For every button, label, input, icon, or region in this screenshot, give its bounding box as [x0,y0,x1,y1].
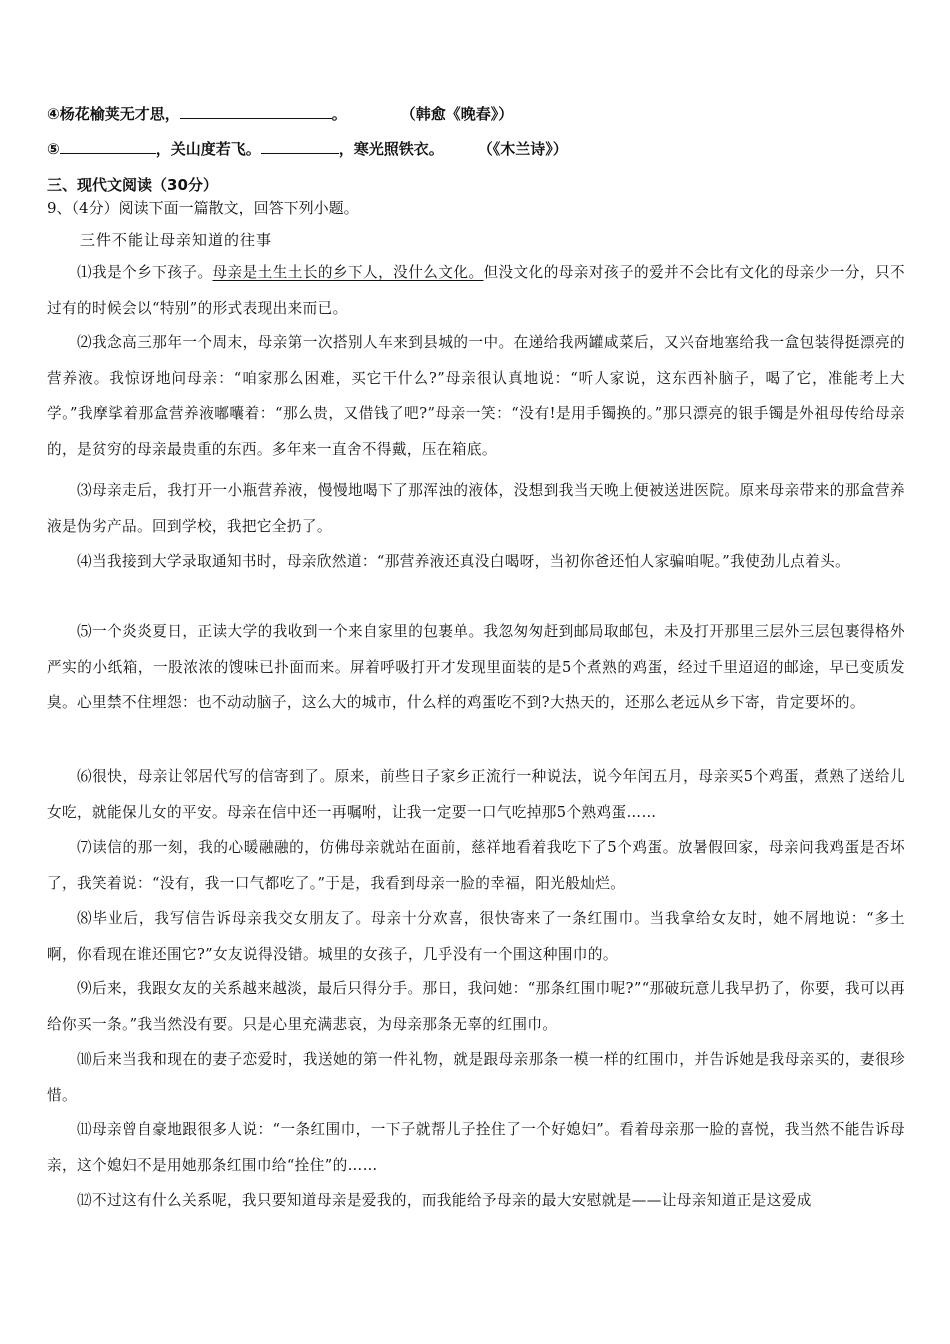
essay-title: 三件不能让母亲知道的往事 [80,231,273,249]
p1-post: 但没文化的母亲对孩子的爱并不会比有文化的母亲少一分，只不过有的时候会以“特别”的形式表现出来而已。 [47,264,905,317]
essay-paragraph-8: ⑻毕业后，我写信告诉母亲我交女朋友了。母亲十分欢喜，很快寄来了一条红围巾。当我拿给女友时，她不屑地说：“多土啊，你看现在谁还围它?”女友说得没错。城里的女孩子，几乎没有一个围这种围巾的。 [47,910,905,963]
essay-paragraph-11: ⑾母亲曾自豪地跟很多人说：“一条红围巾，一下子就帮儿子拴住了一个好媳妇”。看着母亲那一脸的喜悦，我当然不能告诉母亲，这个媳妇不是用她那条红围巾给“拴住”的…… [47,1121,905,1174]
essay-paragraph-1 [47,255,905,326]
poem-line-4-number: ④ [47,105,60,123]
section-heading: 三、现代文阅读（30分） [47,176,218,194]
essay-paragraph-10: ⑽后来当我和现在的妻子恋爱时，我送她的第一件礼物，就是跟母亲那条一模一样的红围巾，并告诉她是我母亲买的，妻很珍惜。 [47,1051,905,1104]
answer-blank-5b[interactable] [261,139,339,154]
essay-paragraph-9: ⑼后来，我跟女友的关系越来越淡，最后只得分手。那日，我问她：“那条红围巾呢?”“那破玩意儿我早扔了，你要，我可以再给你买一条。”我当然没有要。只是心里充满悲哀，为母亲那条无辜的红围巾。 [47,980,905,1033]
answer-blank-4[interactable] [180,104,332,119]
poem-line-5-mid: ，关山度若飞。 [155,140,261,158]
poem-line-5-source: （《木兰诗》） [477,140,568,158]
poem-line-5-end: ，寒光照铁衣。 [338,140,444,158]
essay-paragraph-3: ⑶母亲走后，我打开一小瓶营养液，慢慢地喝下了那浑浊的液体，没想到我当天晚上便被送进医院。原来母亲带来的那盒营养液是伪劣产品。回到学校，我把它全扔了。 [47,482,905,535]
essay-paragraph-5: ⑸一个炎炎夏日，正读大学的我收到一个来自家里的包裹单。我忽匆匆赶到邮局取邮包，未及打开那里三层外三层包裹得格外严实的小纸箱，一股浓浓的馊味已扑面而来。屏着呼吸打开才发现里面装的是5个煮熟的鸡蛋，经过千里迢迢的邮途，早已变质发臭。心里禁不住埋怨：也不动动脑子，这么大的城市，什么样的鸡蛋吃不到?大热天的，还那么老远从乡下寄，肯定要坏的。 [47,623,905,711]
essay-paragraph-4: ⑷当我接到大学录取通知书时，母亲欣然道：“那营养液还真没白喝呀，当初你爸还怕人家骗咱呢。”我使劲儿点着头。 [77,553,851,570]
p1-underlined-sentence: 母亲是土生土长的乡下人，没什么文化。 [212,264,484,281]
essay-paragraph-12: ⑿不过这有什么关系呢，我只要知道母亲是爱我的，而我能给予母亲的最大安慰就是——让母亲知道正是这爱成 [77,1192,812,1209]
essay-paragraph-7: ⑺读信的那一刻，我的心暖融融的，仿佛母亲就站在面前，慈祥地看着我吃下了5个鸡蛋。放暑假回家，母亲问我鸡蛋是否坏了，我笑着说：“没有，我一口气都吃了。”于是，我看到母亲一脸的幸福，阳光般灿烂。 [47,839,905,892]
p1-pre: ⑴我是个乡下孩子。 [77,264,213,281]
poem-line-4-end: 。 [331,105,347,123]
essay-paragraph-2: ⑵我念高三那年一个周末，母亲第一次搭别人车来到县城的一中。在递给我两罐咸菜后，又兴奋地塞给我一盒包装得挺漂亮的营养液。我惊讶地问母亲：“咱家那么困难，买它干什么?”母亲很认真地说：“听人家说，这东西补脑子，喝了它，准能考上大学。”我摩挲着那盒营养液嘟囔着：“那么贵，又借钱了吧?”母亲一笑：“没有!是用手镯换的。”那只漂亮的银手镯是外祖母传给母亲的，是贫穷的母亲最贵重的东西。多年来一直舍不得戴，压在箱底。 [47,334,905,458]
poem-line-5 [47,138,568,159]
essay-paragraph-6: ⑹很快，母亲让邻居代写的信寄到了。原来，前些日子家乡正流行一种说法，说今年闰五月，母亲买5个鸡蛋，煮熟了送给儿女吃，就能保儿女的平安。母亲在信中还一再嘱咐，让我一定要一口气吃掉那5个熟鸡蛋…… [47,768,905,821]
poem-line-4 [47,103,513,124]
answer-blank-5a[interactable] [60,139,156,154]
poem-line-5-number: ⑤ [47,140,60,158]
poem-line-4-text: 杨花榆荚无才思， [59,105,180,123]
poem-line-4-source: （韩愈《晚春》） [400,105,514,123]
question-prompt: 9、（4分）阅读下面一篇散文，回答下列小题。 [47,199,359,217]
